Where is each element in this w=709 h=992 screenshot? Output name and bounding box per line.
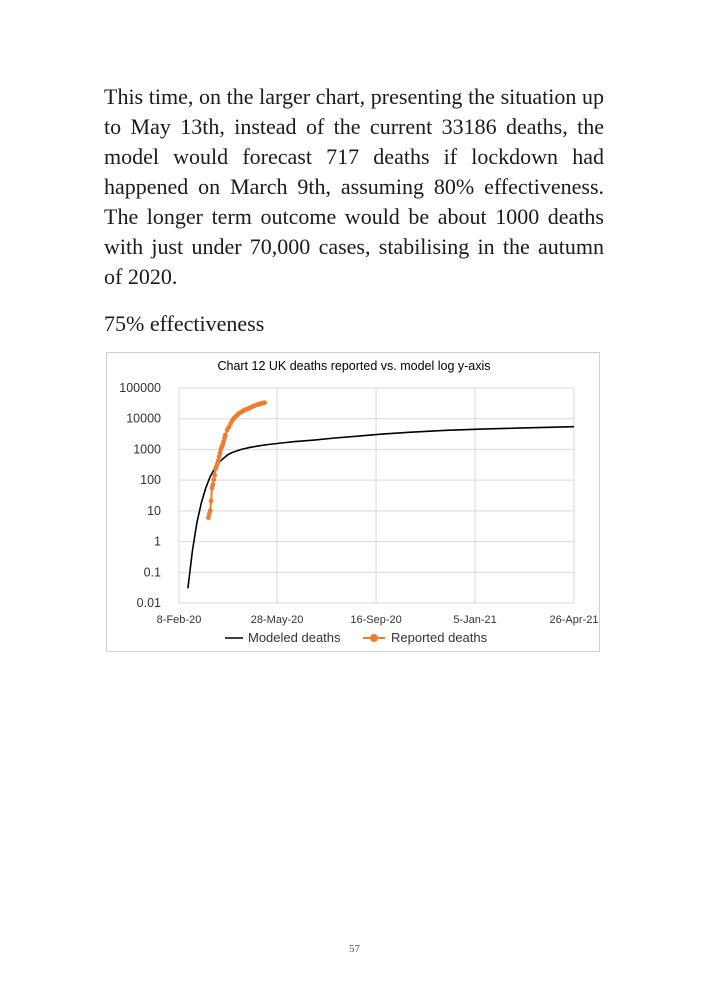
x-tick-label: 28-May-20 [250, 614, 304, 626]
section-subheading: 75% effectiveness [104, 311, 265, 336]
modeled-deaths-series [188, 427, 574, 589]
reported-deaths-point [211, 477, 216, 482]
legend-reported-swatch-marker [370, 634, 378, 642]
legend-modeled-label: Modeled deaths [248, 630, 341, 645]
chart-legend [225, 630, 488, 645]
x-tick-label: 8-Feb-20 [156, 614, 202, 626]
y-tick-label: 1000 [133, 442, 161, 457]
reported-deaths-point [262, 400, 267, 405]
y-axis-ticks [119, 381, 161, 610]
chart-title: Chart 12 UK deaths reported vs. model log y-axis [217, 359, 491, 373]
y-tick-label: 10 [147, 503, 161, 518]
reported-deaths-point [208, 508, 213, 513]
x-tick-label: 5-Jan-21 [453, 614, 497, 626]
page-number: 57 [349, 943, 360, 955]
y-tick-label: 1 [154, 534, 161, 549]
x-axis-ticks [157, 614, 599, 626]
reported-deaths-point [223, 433, 228, 438]
reported-deaths-point [209, 499, 214, 504]
x-tick-label: 26-Apr-21 [549, 614, 599, 626]
body-paragraph: This time, on the larger chart, presenting the situation up to May 13th, instead of the current 33186 deaths, the model would forecast 717 deaths if lockdown had happened on March 9th, assuming 80% effectiveness. The longer term outcome would be about 1000 deaths with just under 70,000 cases, stabilising in the autumn of 2020. [104, 84, 604, 289]
chart-container [106, 352, 600, 652]
x-tick-label: 16-Sep-20 [350, 614, 402, 626]
y-tick-label: 100000 [119, 381, 161, 395]
reported-deaths-point [210, 482, 215, 487]
y-tick-label: 0.01 [136, 596, 161, 610]
y-tick-label: 100 [140, 473, 161, 488]
y-tick-label: 0.1 [143, 565, 161, 580]
modeled-deaths-line [188, 427, 574, 589]
chart-svg [107, 353, 601, 653]
legend-reported-label: Reported deaths [391, 630, 488, 645]
y-tick-label: 10000 [126, 411, 161, 426]
chart-gridlines [179, 388, 574, 603]
reported-deaths-point [216, 459, 221, 464]
reported-deaths-point [212, 473, 217, 478]
